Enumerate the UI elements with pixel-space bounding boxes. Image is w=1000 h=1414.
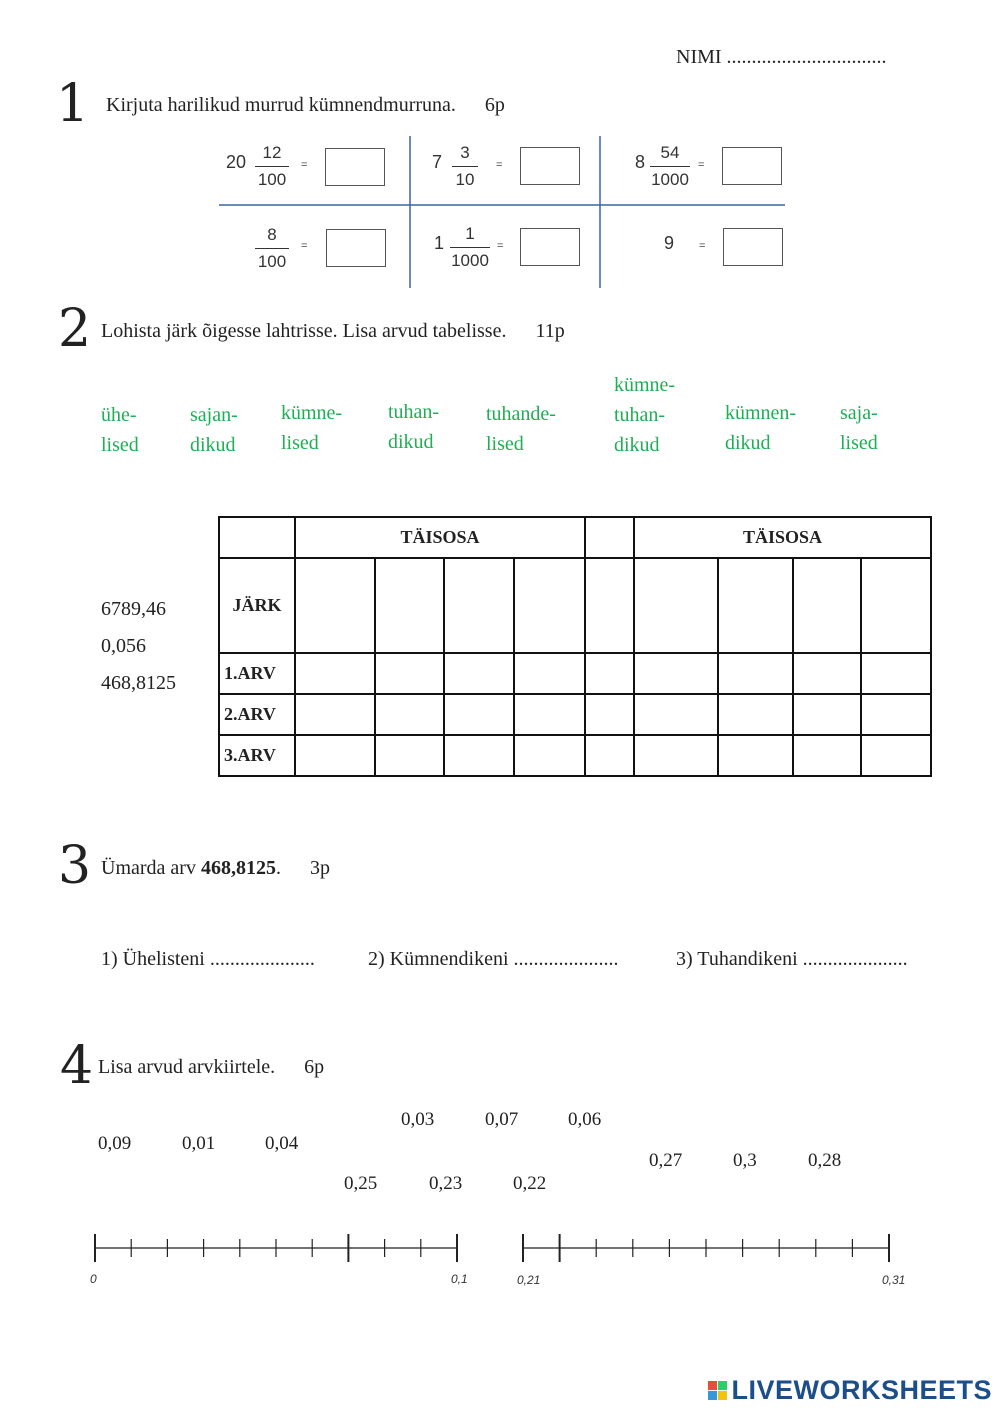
drop-cell[interactable] — [514, 558, 585, 653]
input-cell[interactable] — [444, 735, 514, 776]
input-cell[interactable] — [375, 694, 444, 735]
input-cell[interactable] — [585, 653, 634, 694]
drag-label-kumnetuhandikud[interactable] — [614, 370, 675, 460]
answer-box-6[interactable] — [723, 228, 783, 266]
fraction-5-numerator: 1 — [465, 224, 475, 243]
task1-points: 6p — [484, 94, 505, 116]
number-1: 6789,46 — [101, 598, 166, 620]
fraction-4-numerator: 8 — [267, 225, 277, 244]
fraction-2 — [452, 143, 478, 190]
chip-0-23[interactable]: 0,23 — [429, 1173, 463, 1194]
fraction-3-numerator: 54 — [660, 143, 680, 162]
name-label: NIMI ................................ — [676, 46, 887, 68]
task-number-1: 1 — [56, 74, 90, 134]
fraction-2-whole: 7 — [432, 152, 443, 172]
drag-label-line: kümne- — [281, 402, 343, 424]
fraction-1 — [255, 143, 289, 190]
table-separator-cell — [585, 517, 634, 558]
input-cell[interactable] — [295, 653, 375, 694]
drag-label-tuhandikud[interactable] — [388, 397, 439, 457]
input-cell[interactable] — [375, 653, 444, 694]
chip-0-28[interactable]: 0,28 — [808, 1150, 842, 1171]
fraction-3-bar — [650, 166, 690, 167]
fraction-6-equals: = — [699, 240, 706, 252]
input-cell[interactable] — [793, 653, 861, 694]
input-cell[interactable] — [718, 694, 793, 735]
answer-box-3[interactable] — [722, 147, 782, 185]
number-line-2 — [523, 1234, 889, 1262]
drag-label-line: lised — [281, 432, 319, 454]
rounding-item-3[interactable]: 3) Tuhandikeni ..................... — [676, 948, 908, 970]
input-cell[interactable] — [295, 694, 375, 735]
row-label-arv-3: 3.ARV — [219, 735, 295, 776]
logo-mark-icon — [708, 1381, 727, 1400]
task2-title — [101, 320, 565, 343]
task2-title-text: Lohista järk õigesse lahtrisse. Lisa arvud tabelisse. — [101, 320, 507, 342]
task-number-3: 3 — [58, 836, 92, 896]
fraction-2-denominator: 10 — [455, 170, 475, 189]
task-number-4: 4 — [60, 1036, 94, 1096]
fraction-1-denominator: 100 — [257, 170, 287, 189]
drag-label-line: lised — [101, 434, 139, 456]
fraction-5-denominator: 1000 — [451, 251, 489, 270]
number-line-2-end: 0,31 — [882, 1273, 906, 1287]
answer-box-4[interactable] — [326, 229, 386, 267]
input-cell[interactable] — [718, 735, 793, 776]
fraction-1-numerator: 12 — [262, 143, 282, 162]
answer-box-5[interactable] — [520, 228, 580, 266]
answer-box-2[interactable] — [520, 147, 580, 185]
input-cell[interactable] — [585, 735, 634, 776]
input-cell[interactable] — [793, 694, 861, 735]
fraction-4-equals: = — [301, 240, 308, 252]
chip-0-25[interactable]: 0,25 — [344, 1173, 378, 1194]
number-line-1-start: 0 — [90, 1272, 97, 1286]
rounding-item-1[interactable]: 1) Ühelisteni ..................... — [101, 948, 315, 970]
task4-title — [98, 1056, 324, 1079]
fraction-5-whole: 1 — [434, 233, 445, 253]
input-cell[interactable] — [585, 694, 634, 735]
row-label-arv-1: 1.ARV — [219, 653, 295, 694]
table-row — [219, 735, 931, 776]
answer-box-1[interactable] — [325, 148, 385, 186]
fraction-4 — [255, 225, 289, 272]
input-cell[interactable] — [634, 653, 718, 694]
fraction-4-bar — [255, 248, 289, 249]
header-taisosa-right: TÄISOSA — [634, 517, 931, 558]
fraction-2-numerator: 3 — [460, 143, 470, 162]
table-jark-row — [219, 558, 931, 653]
drag-label-uhelised[interactable] — [101, 400, 139, 460]
fraction-5-bar — [450, 247, 490, 248]
header-taisosa-left: TÄISOSA — [295, 517, 585, 558]
table-header-row — [219, 517, 931, 558]
task3-title — [101, 857, 330, 880]
task4-title-text: Lisa arvud arvkiirtele. — [98, 1056, 276, 1078]
task1-grid-lines — [215, 134, 790, 290]
number-2: 0,056 — [101, 635, 146, 657]
drag-label-line: dikud — [190, 434, 236, 456]
table-corner-cell — [219, 517, 295, 558]
drag-label-line: dikud — [614, 434, 660, 456]
task2-points: 11p — [535, 320, 565, 342]
input-cell[interactable] — [861, 735, 931, 776]
drop-cell[interactable] — [861, 558, 931, 653]
rounding-item-2[interactable]: 2) Kümnendikeni ..................... — [368, 948, 619, 970]
number-line-2-start: 0,21 — [517, 1273, 541, 1287]
fraction-1-bar — [255, 166, 289, 167]
fraction-1-whole: 20 — [226, 152, 247, 172]
drag-label-sajandikud[interactable] — [190, 400, 238, 460]
chip-0-06[interactable]: 0,06 — [568, 1109, 602, 1130]
chip-0-3[interactable]: 0,3 — [733, 1150, 757, 1171]
chip-0-03[interactable]: 0,03 — [401, 1109, 435, 1130]
logo-text: LIVEWORKSHEETS — [731, 1375, 992, 1405]
task1-title — [106, 94, 505, 117]
drag-label-kumnelised[interactable] — [281, 398, 342, 458]
place-value-table — [218, 516, 932, 777]
number-3: 468,8125 — [101, 672, 176, 694]
drag-label-tuhandelised[interactable] — [486, 399, 556, 459]
input-cell[interactable] — [444, 653, 514, 694]
drop-cell[interactable] — [444, 558, 514, 653]
input-cell[interactable] — [718, 653, 793, 694]
liveworksheets-logo — [708, 1375, 992, 1406]
table-row — [219, 653, 931, 694]
drag-label-line: kümnen- — [725, 402, 797, 424]
drop-cell[interactable] — [718, 558, 793, 653]
drop-cell[interactable] — [634, 558, 718, 653]
drag-label-kumnendikud[interactable] — [725, 398, 796, 458]
task1-title-text: Kirjuta harilikud murrud kümnendmurruna. — [106, 94, 456, 116]
drag-label-line: saja- — [840, 402, 878, 424]
chip-0-01[interactable]: 0,01 — [182, 1133, 216, 1154]
row-label-arv-2: 2.ARV — [219, 694, 295, 735]
input-cell[interactable] — [793, 735, 861, 776]
drag-label-line: dikud — [388, 431, 434, 453]
drag-label-line: dikud — [725, 432, 771, 454]
input-cell[interactable] — [295, 735, 375, 776]
chip-0-22[interactable]: 0,22 — [513, 1173, 547, 1194]
input-cell[interactable] — [444, 694, 514, 735]
drag-label-line: tuhan- — [388, 401, 440, 423]
drag-label-line: tuhande- — [486, 403, 556, 425]
number-line-1 — [95, 1234, 457, 1262]
input-cell[interactable] — [861, 694, 931, 735]
chip-0-04[interactable]: 0,04 — [265, 1133, 299, 1154]
comma-cell — [585, 558, 634, 653]
input-cell[interactable] — [861, 653, 931, 694]
fraction-4-denominator: 100 — [257, 252, 287, 271]
drop-cell[interactable] — [375, 558, 444, 653]
fraction-6-whole: 9 — [664, 233, 675, 253]
drop-cell[interactable] — [295, 558, 375, 653]
number-line-1-end: 0,1 — [451, 1272, 468, 1286]
fraction-3 — [650, 143, 690, 190]
task4-points: 6p — [304, 1056, 325, 1078]
fraction-3-denominator: 1000 — [651, 170, 689, 189]
fraction-3-whole: 8 — [635, 152, 646, 172]
task3-title-value: 468,8125 — [200, 857, 276, 879]
task3-points: 3p — [309, 857, 330, 879]
fraction-2-equals: = — [496, 159, 503, 171]
input-cell[interactable] — [634, 694, 718, 735]
drag-label-line: tuhan- — [614, 404, 666, 426]
chip-0-09[interactable]: 0,09 — [98, 1133, 132, 1154]
input-cell[interactable] — [514, 735, 585, 776]
number-lines — [0, 1230, 1000, 1270]
input-cell[interactable] — [634, 735, 718, 776]
chip-0-07[interactable]: 0,07 — [485, 1109, 519, 1130]
drag-label-line: lised — [840, 432, 878, 454]
task-number-2: 2 — [58, 299, 92, 359]
row-label-jark: JÄRK — [219, 558, 295, 653]
fraction-5-equals: = — [497, 240, 504, 252]
task3-title-suffix: . — [275, 857, 281, 879]
fraction-5 — [450, 224, 490, 271]
fraction-3-equals: = — [698, 159, 705, 171]
task3-title-prefix: Ümarda arv — [101, 857, 196, 879]
drag-label-line: ühe- — [101, 404, 137, 426]
fraction-2-bar — [452, 166, 478, 167]
input-cell[interactable] — [514, 653, 585, 694]
drop-cell[interactable] — [793, 558, 861, 653]
drag-label-sajalised[interactable] — [840, 398, 878, 458]
input-cell[interactable] — [375, 735, 444, 776]
table-row — [219, 694, 931, 735]
fraction-1-equals: = — [301, 159, 308, 171]
input-cell[interactable] — [514, 694, 585, 735]
drag-label-line: lised — [486, 433, 524, 455]
drag-label-line: kümne- — [614, 374, 676, 396]
chip-0-27[interactable]: 0,27 — [649, 1150, 683, 1171]
drag-label-line: sajan- — [190, 404, 238, 426]
